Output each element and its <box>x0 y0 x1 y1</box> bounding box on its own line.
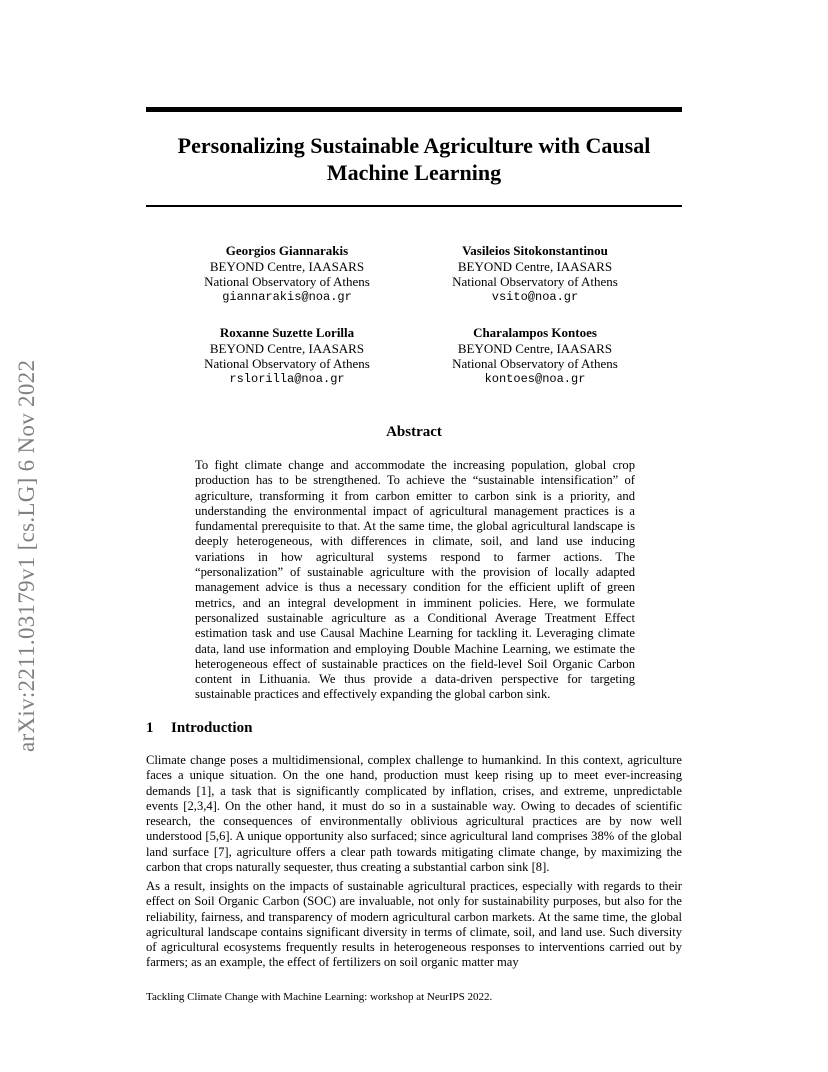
intro-paragraph: As a result, insights on the impacts of sustainable agricultural practices, especially with regards to their effect on Soil Organic Carbon (SOC) are invaluable, not only for sustainability purposes, but also for the reliability, fairness, and transparency of modern agricultural carbon markets. At the same time, the global agricultural landscape contains significant diversity in terms of climate, soil, and land use. Such diversity of agricultural ecosystems frequently results in heterogeneous responses to interventions carried out by farmers; as an example, the effect of fertilizers on soil organic matter may <box>146 879 682 970</box>
author-institution: National Observatory of Athens <box>452 274 618 289</box>
section-number: 1 <box>146 720 154 736</box>
section-title: Introduction <box>171 720 253 736</box>
intro-paragraph: Climate change poses a multidimensional, complex challenge to humankind. In this context, agriculture faces a unique situation. On the one hand, production must keep rising up to meet ever-increasing demands [1], a task that is significantly complicated by inflation, crises, and extreme, unpredictable events [2,3,4]. On the other hand, it must do so in a sustainable way. Owing to decades of scientific research, the consequences of environmentally oblivious agricultural practices are by now well understood [5,6]. A unique opportunity also surfaced; since agricultural land comprises 38% of the global land surface [7], agriculture offers a clear path towards mitigating climate change, by maximizing the carbon that crops naturally sequester, thus creating a substantial carbon sink [8]. <box>146 753 682 875</box>
author-affiliation: BEYOND Centre, IAASARS <box>209 258 365 274</box>
author-block <box>415 325 655 387</box>
author-email[interactable]: giannarakis@noa.gr <box>222 289 352 304</box>
author-block <box>167 243 407 305</box>
author-affiliation: BEYOND Centre, IAASARS <box>209 340 365 356</box>
author-email[interactable]: kontoes@noa.gr <box>484 371 586 386</box>
author-affiliation: BEYOND Centre, IAASARS <box>457 258 613 274</box>
author-institution: National Observatory of Athens <box>452 356 618 371</box>
abstract-heading: Abstract <box>386 424 442 440</box>
author-affiliation: BEYOND Centre, IAASARS <box>457 340 613 356</box>
author-name: Vasileios Sitokonstantinou <box>462 243 608 258</box>
author-email[interactable]: vsito@noa.gr <box>491 289 579 304</box>
author-name: Roxanne Suzette Lorilla <box>219 325 355 340</box>
paper-title: Personalizing Sustainable Agriculture with Causal Machine Learning <box>177 133 651 185</box>
title-top-rule <box>146 107 682 112</box>
author-institution: National Observatory of Athens <box>204 356 370 371</box>
arxiv-identifier[interactable]: arXiv:2211.03179v1 [cs.LG] 6 Nov 2022 <box>14 359 39 752</box>
author-name: Charalampos Kontoes <box>473 325 597 340</box>
title-bottom-rule <box>146 205 682 207</box>
author-name: Georgios Giannarakis <box>225 243 349 258</box>
section-heading <box>146 720 252 737</box>
abstract-text: To fight climate change and accommodate the increasing population, global crop production has to be strengthened. To achieve the “sustainable intensification” of agriculture, transforming it from carbon emitter to carbon sink is a priority, and understanding the environmental impact of agricultural management practices is a fundamental prerequisite to that. At the same time, the global agricultural landscape is deeply heterogeneous, with differences in climate, soil, and land use inducing variations in how agricultural systems respond to farmer actions. The “personalization” of sustainable agriculture with the provision of locally adapted management advice is thus a necessary condition for the efficient uplift of green metrics, and an integral development in imminent policies. Here, we formulate personalized sustainable agriculture as a Conditional Average Treatment Effect estimation task and use Causal Machine Learning for tackling it. Leveraging climate data, land use information and employing Double Machine Learning, we estimate the heterogeneous effect of sustainable practices on the field-level Soil Organic Carbon content in Lithuania. We thus provide a data-driven perspective for targeting sustainable practices and effectively expanding the global carbon sink. <box>195 458 635 702</box>
author-institution: National Observatory of Athens <box>204 274 370 289</box>
author-block <box>167 325 407 387</box>
footer-note: Tackling Climate Change with Machine Learning: workshop at NeurIPS 2022. <box>146 991 493 1003</box>
author-email[interactable]: rslorilla@noa.gr <box>229 371 345 386</box>
author-block <box>415 243 655 305</box>
